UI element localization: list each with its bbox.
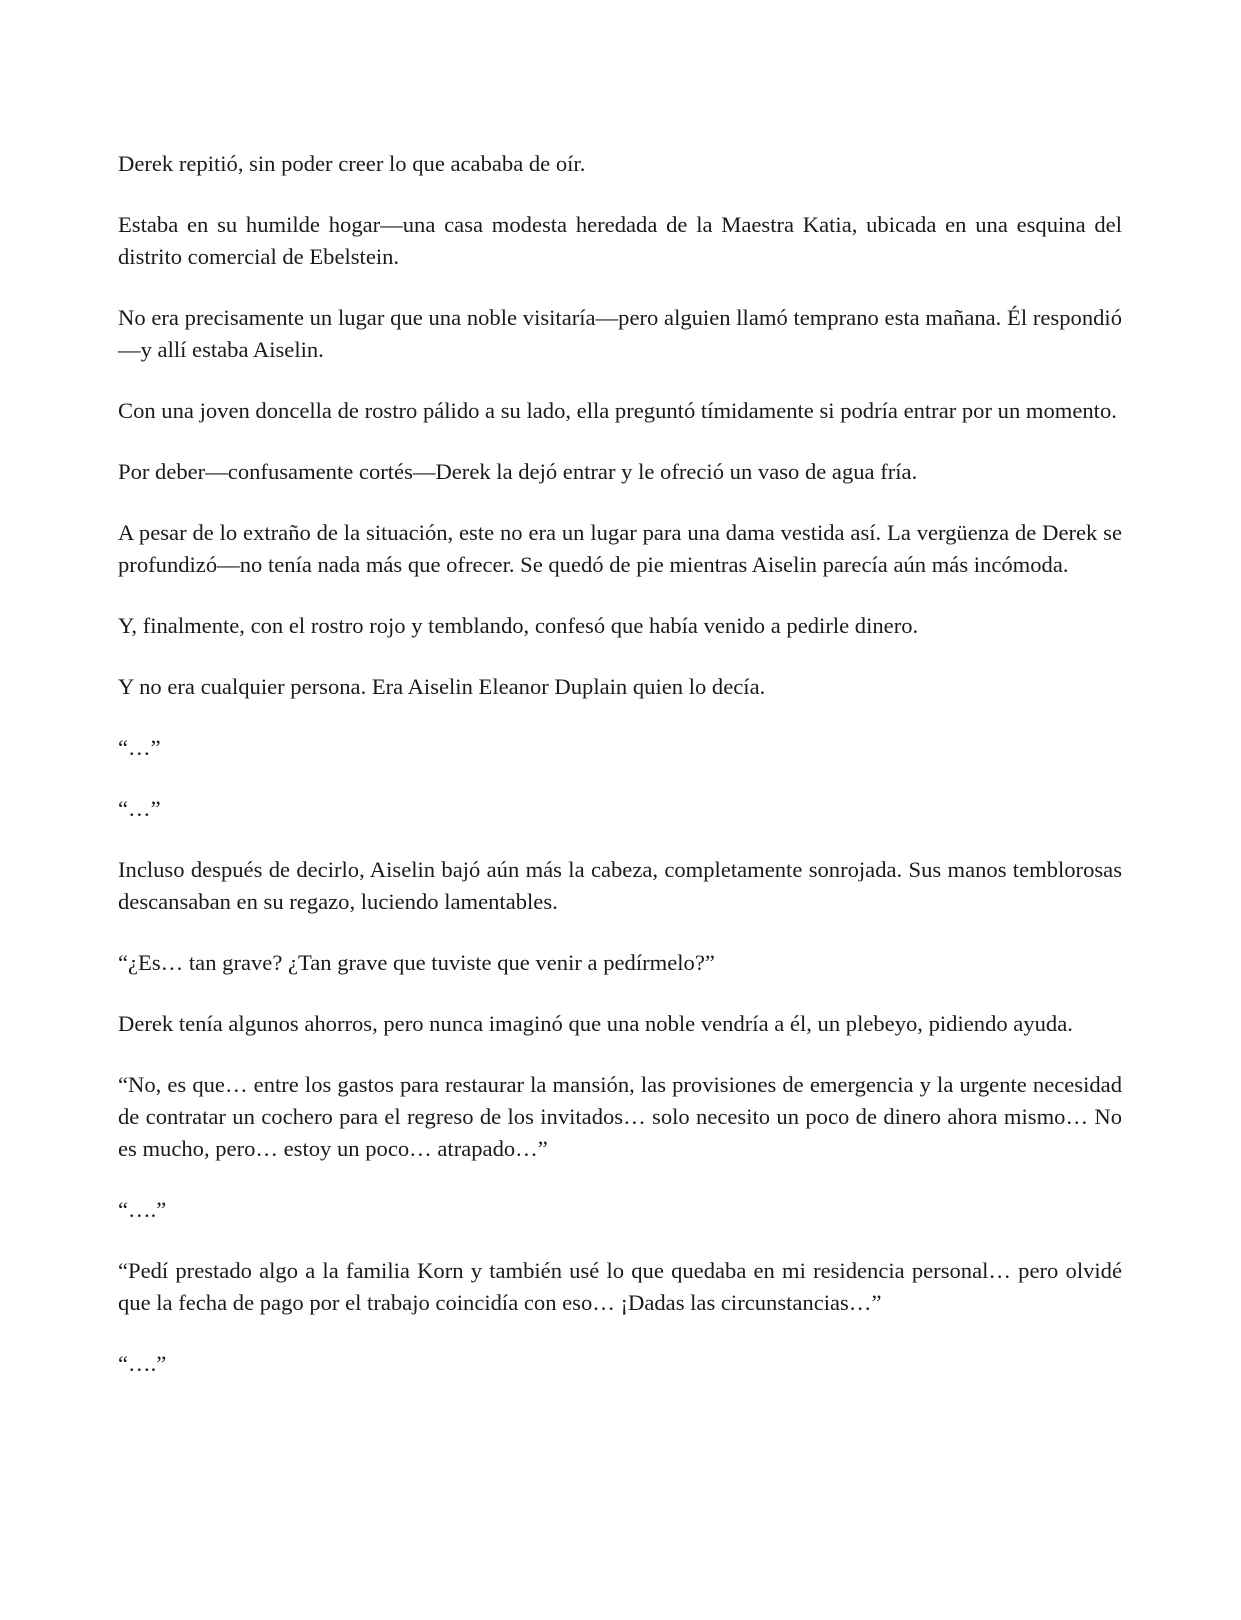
paragraph: Con una joven doncella de rostro pálido a su lado, ella preguntó tímidamente si podría entrar por un momento.: [118, 398, 1117, 423]
document-body: [118, 148, 1122, 1409]
paragraph: “….”: [118, 1197, 167, 1222]
paragraph: Derek repitió, sin poder creer lo que acababa de oír.: [118, 151, 586, 176]
paragraph: “¿Es… tan grave? ¿Tan grave que tuviste que venir a pedírmelo?”: [118, 950, 715, 975]
paragraph: “Pedí prestado algo a la familia Korn y también usé lo que quedaba en mi residencia personal… pero olvidé que la fecha de pago por el trabajo coincidía con eso… ¡Dadas las circunstancias…”: [118, 1258, 1122, 1315]
paragraph: A pesar de lo extraño de la situación, este no era un lugar para una dama vestida así. La vergüenza de Derek se profundizó—no tenía nada más que ofrecer. Se quedó de pie mientras Aiselin parecía aún más incómoda.: [118, 520, 1122, 577]
paragraph: “…”: [118, 796, 161, 821]
paragraph: Por deber—confusamente cortés—Derek la dejó entrar y le ofreció un vaso de agua fría.: [118, 459, 918, 484]
paragraph: Derek tenía algunos ahorros, pero nunca imaginó que una noble vendría a él, un plebeyo, pidiendo ayuda.: [118, 1011, 1073, 1036]
paragraph: “No, es que… entre los gastos para restaurar la mansión, las provisiones de emergencia y la urgente necesidad de contratar un cochero para el regreso de los invitados… solo necesito un poco de dinero ahora mismo… No es mucho, pero… estoy un poco… atrapado…”: [118, 1072, 1122, 1161]
paragraph: Incluso después de decirlo, Aiselin bajó aún más la cabeza, completamente sonrojada. Sus manos temblorosas descansaban en su regazo, luciendo lamentables.: [118, 857, 1122, 914]
paragraph: “….”: [118, 1351, 167, 1376]
paragraph: Y no era cualquier persona. Era Aiselin Eleanor Duplain quien lo decía.: [118, 674, 766, 699]
paragraph: Y, finalmente, con el rostro rojo y temblando, confesó que había venido a pedirle dinero.: [118, 613, 919, 638]
paragraph: No era precisamente un lugar que una noble visitaría—pero alguien llamó temprano esta mañana. Él respondió—y allí estaba Aiselin.: [118, 305, 1122, 362]
paragraph: “…”: [118, 735, 161, 760]
paragraph: Estaba en su humilde hogar—una casa modesta heredada de la Maestra Katia, ubicada en una esquina del distrito comercial de Ebelstein.: [118, 212, 1122, 269]
